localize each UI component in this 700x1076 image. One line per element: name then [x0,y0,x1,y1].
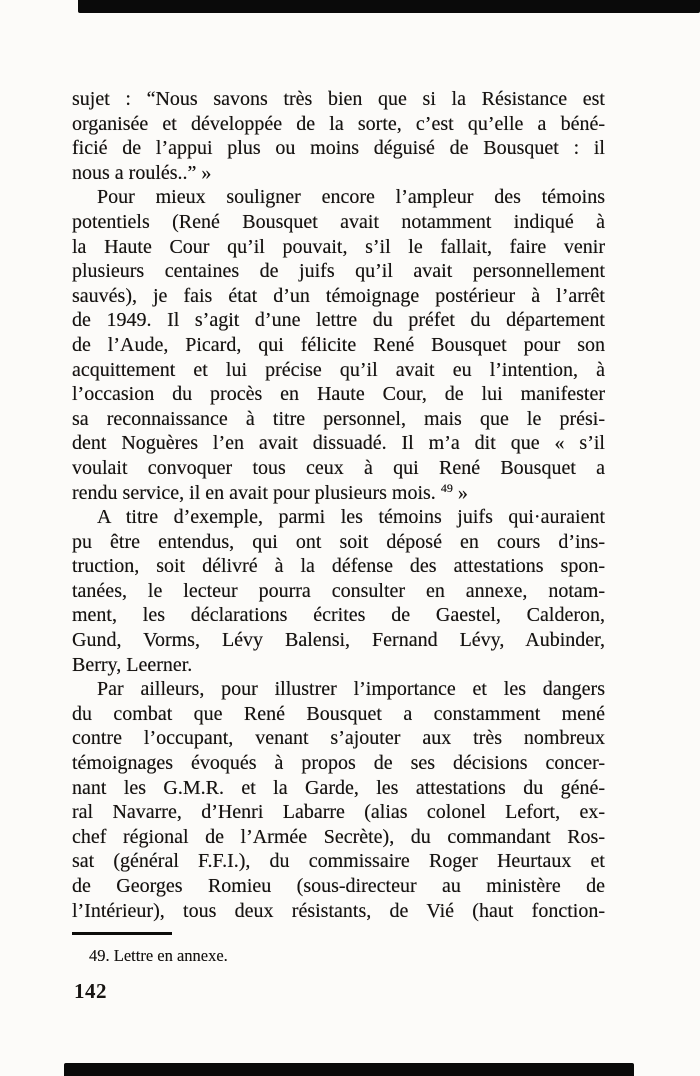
body-line: de 1949. Il s’agit d’une lettre du préfet du département [72,309,605,332]
body-line: ficié de l’appui plus ou moins déguisé de Bousquet : il [72,137,605,160]
body-line: sat (général F.F.I.), du commissaire Roger Heurtaux et [72,850,605,873]
body-line: la Haute Cour qu’il pouvait, s’il le fallait, faire venir [72,235,605,258]
body-line: ment, les déclarations écrites de Gaestel, Calderon, [72,604,605,627]
body-text-segment: rendu service, il en avait pour plusieurs mois. [72,481,441,504]
body-line: tanées, le lecteur pourra consulter en annexe, notam- [72,579,605,602]
body-line: contre l’occupant, venant s’ajouter aux très nombreux [72,727,605,750]
body-line: potentiels (René Bousquet avait notamment indiqué à [72,210,605,233]
body-line: sa reconnaissance à titre personnel, mais que le prési- [72,407,605,430]
footnote: 49. Lettre en annexe. [89,946,228,965]
page-text [72,87,605,923]
body-text-segment: » [452,481,468,504]
body-line: voulait convoquer tous ceux à qui René Bousquet a [72,456,605,479]
body-line: dent Noguères l’en avait dissuadé. Il m’a dit que « s’il [72,432,605,455]
body-line: du combat que René Bousquet a constamment mené [72,702,605,725]
body-line: pu être entendus, qui ont soit déposé en cours d’ins- [72,530,605,553]
body-line: chef régional de l’Armée Secrète), du commandant Ros- [72,825,605,848]
scan-edge-top [78,0,700,13]
body-line: acquittement et lui précise qu’il avait eu l’intention, à [72,358,605,381]
page-number: 142 [74,979,107,1003]
body-line: A titre d’exemple, parmi les témoins juifs qui·auraient [97,506,605,529]
scan-edge-bottom [64,1063,634,1076]
body-line: truction, soit délivré à la défense des attestations spon- [72,555,605,578]
body-line: de Georges Romieu (sous-directeur au ministère de [72,875,605,897]
footnote-reference: 49 [440,480,453,495]
body-line [72,481,605,506]
body-line: Gund, Vorms, Lévy Balensi, Fernand Lévy, Aubinder, [72,629,605,652]
body-line: témoignages évoqués à propos de ses décisions concer- [72,752,605,775]
body-line: Pour mieux souligner encore l’ampleur des témoins [97,186,605,209]
body-line: nant les G.M.R. et la Garde, les attestations du géné- [72,776,605,799]
body-line: Par ailleurs, pour illustrer l’importance et les dangers [97,678,605,701]
body-line: l’Intérieur), tous deux résistants, de Vié (haut fonction- [72,899,605,922]
body-line: plusieurs centaines de juifs qu’il avait personnellement [72,260,605,283]
footnote-separator [72,932,172,935]
paragraph-1 [72,87,605,185]
paragraph-4 [72,677,605,923]
paragraph-3 [72,505,605,677]
body-line: l’occasion du procès en Haute Cour, de lui manifester [72,383,605,406]
paragraph-2 [72,185,605,505]
body-line: organisée et développée de la sorte, c’est qu’elle a béné- [72,112,605,135]
body-line: sujet : “Nous savons très bien que si la Résistance est [72,88,605,110]
body-line: Berry, Leerner. [72,653,193,676]
body-line: ral Navarre, d’Henri Labarre (alias colonel Lefort, ex- [72,801,605,824]
body-line: de l’Aude, Picard, qui félicite René Bousquet pour son [72,333,605,356]
body-line: nous a roulés..” » [72,161,212,184]
body-line: sauvés), je fais état d’un témoignage postérieur à l’arrêt [72,284,605,307]
